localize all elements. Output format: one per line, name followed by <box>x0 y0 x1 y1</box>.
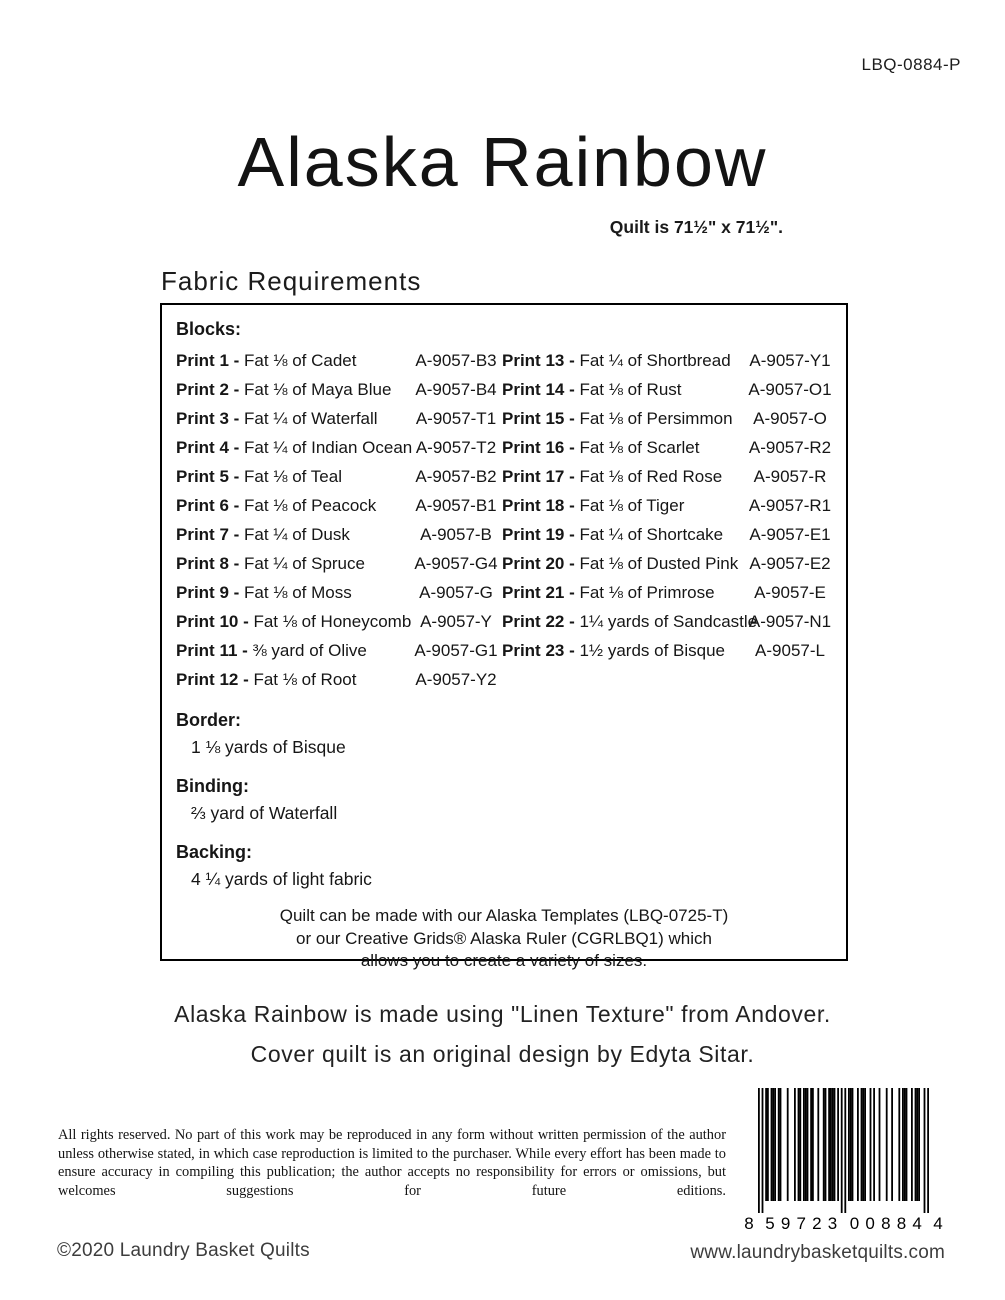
legal-paragraph: All rights reserved. No part of this work may be reproduced in any form without written permission of the author unless otherwise stated, in which case reproduction is limited to the purchaser. While every effort has been made to ensure accuracy in compiling this publication; the author accepts no responsibility for errors or omissions, but welcomes suggestions for future editions. <box>58 1127 726 1200</box>
print-label: Print 23 - 1½ yards of Bisque <box>502 641 726 660</box>
print-label: Print 15 - Fat ⅛ of Persimmon <box>502 409 733 428</box>
print-row <box>176 491 502 520</box>
prints-list <box>176 346 832 694</box>
print-row <box>502 346 836 375</box>
print-row <box>176 404 502 433</box>
print-label: Print 14 - Fat ⅛ of Rust <box>502 380 682 399</box>
print-code: A-9057-Y <box>420 612 492 631</box>
print-row <box>502 578 836 607</box>
print-row <box>502 462 836 491</box>
print-code: A-9057-B4 <box>415 380 497 399</box>
border-value: 1 ⅛ yards of Bisque <box>191 737 346 757</box>
note-line: or our Creative Grids® Alaska Ruler (CGRLBQ1) which <box>296 928 712 948</box>
product-code: LBQ-0884-P <box>861 55 961 74</box>
print-label: Print 5 - Fat ⅛ of Teal <box>176 467 342 486</box>
fabric-requirements-heading: Fabric Requirements <box>161 266 422 296</box>
print-row <box>176 636 502 665</box>
print-label: Print 3 - Fat ¼ of Waterfall <box>176 409 378 428</box>
barcode-bars <box>744 1088 944 1235</box>
print-label: Print 21 - Fat ⅛ of Primrose <box>502 583 715 602</box>
print-label: Print 1 - Fat ⅛ of Cadet <box>176 351 357 370</box>
print-row <box>176 549 502 578</box>
barcode-digits: 59723 <box>765 1214 838 1233</box>
prints-column-right <box>502 346 836 694</box>
print-code: A-9057-E1 <box>749 525 831 544</box>
print-code: A-9057-T1 <box>415 409 497 428</box>
print-code: A-9057-R1 <box>748 496 832 515</box>
barcode-digits: 8 <box>744 1214 754 1233</box>
print-code: A-9057-G <box>419 583 493 602</box>
prints-column-left <box>176 346 502 694</box>
print-row <box>176 607 502 636</box>
print-label: Print 10 - Fat ⅛ of Honeycomb <box>176 612 412 631</box>
print-code: A-9057-R2 <box>748 438 832 457</box>
quilt-size-subtitle: Quilt is 71½" x 71½". <box>609 217 783 237</box>
print-code: A-9057-B3 <box>415 351 497 370</box>
print-code: A-9057-B <box>420 525 492 544</box>
print-label: Print 8 - Fat ¼ of Spruce <box>176 554 365 573</box>
print-label: Print 11 - ⅜ yard of Olive <box>176 641 367 660</box>
print-row <box>502 636 836 665</box>
print-label: Print 4 - Fat ¼ of Indian Ocean <box>176 438 413 457</box>
print-row <box>176 665 502 694</box>
print-row <box>502 491 836 520</box>
print-label: Print 17 - Fat ⅛ of Red Rose <box>502 467 723 486</box>
print-row <box>176 346 502 375</box>
print-row <box>176 433 502 462</box>
print-code: A-9057-Y1 <box>749 351 831 370</box>
border-heading: Border: <box>176 710 242 730</box>
print-label: Print 6 - Fat ⅛ of Peacock <box>176 496 377 515</box>
print-row <box>176 578 502 607</box>
print-code: A-9057-E2 <box>749 554 831 573</box>
binding-value: ⅔ yard of Waterfall <box>191 803 338 823</box>
note-line: Quilt can be made with our Alaska Templates (LBQ-0725-T) <box>279 906 729 925</box>
print-row <box>176 462 502 491</box>
binding-heading: Binding: <box>176 776 249 796</box>
fabric-statements <box>0 994 1005 1074</box>
print-label: Print 16 - Fat ⅛ of Scarlet <box>502 438 700 457</box>
print-code: A-9057-R <box>753 467 827 486</box>
print-code: A-9057-Y2 <box>415 670 497 689</box>
print-row <box>502 607 836 636</box>
print-code: A-9057-T2 <box>415 438 497 457</box>
print-row <box>502 520 836 549</box>
barcode-digits: 00884 <box>849 1214 922 1233</box>
print-code: A-9057-O <box>753 409 827 428</box>
blocks-heading: Blocks: <box>176 319 242 339</box>
print-label: Print 2 - Fat ⅛ of Maya Blue <box>176 380 392 399</box>
print-label: Print 18 - Fat ⅛ of Tiger <box>502 496 685 515</box>
print-label: Print 22 - 1¼ yards of Sandcastle <box>502 612 758 631</box>
print-code: A-9057-B2 <box>415 467 497 486</box>
print-label: Print 13 - Fat ¼ of Shortbread <box>502 351 731 370</box>
print-code: A-9057-G1 <box>414 641 498 660</box>
copyright-text: ©2020 Laundry Basket Quilts <box>57 1240 310 1261</box>
page-title: Alaska Rainbow <box>237 123 768 201</box>
backing-value: 4 ¼ yards of light fabric <box>191 869 372 889</box>
print-row <box>502 549 836 578</box>
print-row <box>176 375 502 404</box>
barcode-digits: 4 <box>933 1214 943 1233</box>
statement-line: Alaska Rainbow is made using "Linen Texture" from Andover. <box>174 1001 831 1027</box>
print-code: A-9057-L <box>755 641 825 660</box>
statement-line: Cover quilt is an original design by Edyta Sitar. <box>250 1041 755 1067</box>
print-row <box>502 375 836 404</box>
note-line: allows you to create a variety of sizes. <box>360 951 648 970</box>
print-row <box>176 520 502 549</box>
print-code: A-9057-B1 <box>415 496 497 515</box>
templates-note <box>176 905 832 973</box>
print-label: Print 7 - Fat ¼ of Dusk <box>176 525 350 544</box>
print-label: Print 9 - Fat ⅛ of Moss <box>176 583 352 602</box>
print-code: A-9057-G4 <box>414 554 498 573</box>
backing-heading: Backing: <box>176 842 253 862</box>
fabric-requirements-box <box>160 303 848 970</box>
print-label: Print 19 - Fat ¼ of Shortcake <box>502 525 724 544</box>
print-label: Print 20 - Fat ⅛ of Dusted Pink <box>502 554 739 573</box>
print-code: A-9057-O1 <box>748 380 832 399</box>
website-url: www.laundrybasketquilts.com <box>690 1242 945 1263</box>
print-code: A-9057-E <box>754 583 826 602</box>
upc-barcode <box>744 1088 944 1235</box>
print-code: A-9057-N1 <box>748 612 832 631</box>
print-label: Print 12 - Fat ⅛ of Root <box>176 670 357 689</box>
print-row <box>502 433 836 462</box>
print-row <box>502 404 836 433</box>
